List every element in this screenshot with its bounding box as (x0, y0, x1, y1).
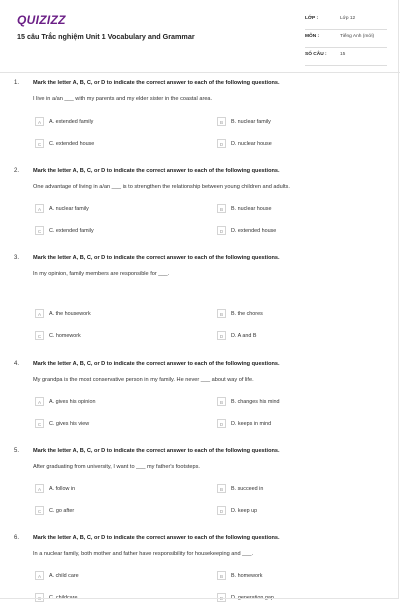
quizizz-logo: QUIZIZZ (17, 13, 66, 27)
question-number: 2. (14, 168, 20, 174)
question-stem: In a nuclear family, both mother and father have responsibility for housekeeping and ___. (33, 551, 254, 557)
option-text: A. the housework (49, 310, 91, 317)
question-number: 4. (14, 361, 20, 367)
option-letter-box: A (35, 571, 44, 580)
question-list (0, 80, 400, 605)
option-letter-box: C (35, 331, 44, 340)
worksheet-meta (305, 12, 387, 66)
question-instruction: Mark the letter A, B, C, or D to indicate the correct answer to each of the following questions. (33, 168, 280, 174)
option-letter-box: B (217, 204, 226, 213)
option-letter-box: B (217, 309, 226, 318)
meta-class-label: LỚP : (305, 16, 319, 21)
meta-class-row (305, 12, 387, 30)
option-letter-box: B (217, 571, 226, 580)
option-text: A. follow in (49, 485, 76, 492)
option-text: D. generation gap (231, 594, 274, 601)
option-letter-box: D (217, 331, 226, 340)
question-4 (0, 361, 400, 448)
option-text: A. nuclear family (49, 205, 89, 212)
option-letter-box: C (35, 593, 44, 602)
header-divider (0, 72, 400, 73)
option-letter-box: A (35, 117, 44, 126)
option-text: D. nuclear house (231, 140, 272, 147)
option-text: B. nuclear family (231, 118, 271, 125)
option-text: A. extended family (49, 118, 94, 125)
option-text: B. homework (231, 572, 263, 579)
question-stem: My grandpa is the most conservative person in my family. He never ___ about way of life. (33, 377, 254, 383)
option-text: D. extended house (231, 227, 277, 234)
option-letter-box: D (217, 593, 226, 602)
question-number: 5. (14, 448, 20, 454)
question-5 (0, 448, 400, 535)
meta-class-value: Lớp 12 (340, 16, 356, 21)
option-letter-box: B (217, 117, 226, 126)
option-letter-box: D (217, 139, 226, 148)
option-text: D. keeps in mind (231, 420, 272, 427)
option-letter-box: B (217, 484, 226, 493)
option-letter-box: A (35, 397, 44, 406)
question-instruction: Mark the letter A, B, C, or D to indicate the correct answer to each of the following questions. (33, 80, 280, 86)
option-letter-box: C (35, 226, 44, 235)
option-text: D. keep up (231, 507, 258, 514)
option-letter-box: C (35, 506, 44, 515)
meta-count-row (305, 48, 387, 66)
option-text: C. gives his view (49, 420, 90, 427)
question-3 (0, 255, 400, 361)
option-letter-box: C (35, 419, 44, 428)
option-text: C. childcare (49, 594, 78, 601)
option-letter-box: D (217, 506, 226, 515)
meta-subject-value: Tiếng Anh (mới) (340, 34, 375, 39)
question-6 (0, 535, 400, 605)
option-text: C. extended house (49, 140, 95, 147)
option-letter-box: A (35, 309, 44, 318)
option-text: C. homework (49, 332, 81, 339)
option-letter-box: B (217, 397, 226, 406)
question-stem: One advantage of living in a/an ___ is to strengthen the relationship between young children and adults. (33, 184, 290, 190)
question-2 (0, 168, 400, 255)
option-text: A. child care (49, 572, 79, 579)
meta-subject-label: MÔN : (305, 34, 320, 39)
meta-subject-row (305, 30, 387, 48)
option-text: A. gives his opinion (49, 398, 96, 405)
question-number: 3. (14, 255, 20, 261)
option-letter-box: A (35, 484, 44, 493)
option-letter-box: C (35, 139, 44, 148)
option-text: B. changes his mind (231, 398, 280, 405)
option-letter-box: D (217, 419, 226, 428)
worksheet-header (0, 0, 400, 72)
option-text: D. A and B (231, 332, 257, 339)
question-1 (0, 80, 400, 168)
meta-count-label: SỐ CÂU : (305, 52, 327, 57)
question-instruction: Mark the letter A, B, C, or D to indicate the correct answer to each of the following questions. (33, 535, 280, 541)
meta-count-value: 15 (340, 52, 346, 57)
question-number: 1. (14, 80, 20, 86)
question-instruction: Mark the letter A, B, C, or D to indicate the correct answer to each of the following questions. (33, 448, 280, 454)
option-text: B. succeed in (231, 485, 264, 492)
question-stem: I live in a/an ___ with my parents and my elder sister in the coastal area. (33, 96, 213, 102)
option-letter-box: D (217, 226, 226, 235)
question-number: 6. (14, 535, 20, 541)
worksheet-title: 15 câu Trắc nghiệm Unit 1 Vocabulary and Grammar (17, 32, 195, 41)
option-text: C. extended family (49, 227, 94, 234)
option-text: B. the chores (231, 310, 263, 317)
question-stem: In my opinion, family members are responsible for ___. (33, 271, 170, 277)
question-instruction: Mark the letter A, B, C, or D to indicate the correct answer to each of the following questions. (33, 361, 280, 367)
option-letter-box: A (35, 204, 44, 213)
option-text: C. go after (49, 507, 75, 514)
question-instruction: Mark the letter A, B, C, or D to indicate the correct answer to each of the following questions. (33, 255, 280, 261)
question-stem: After graduating from university, I want to ___ my father's footsteps. (33, 464, 200, 470)
option-text: B. nuclear house (231, 205, 272, 212)
